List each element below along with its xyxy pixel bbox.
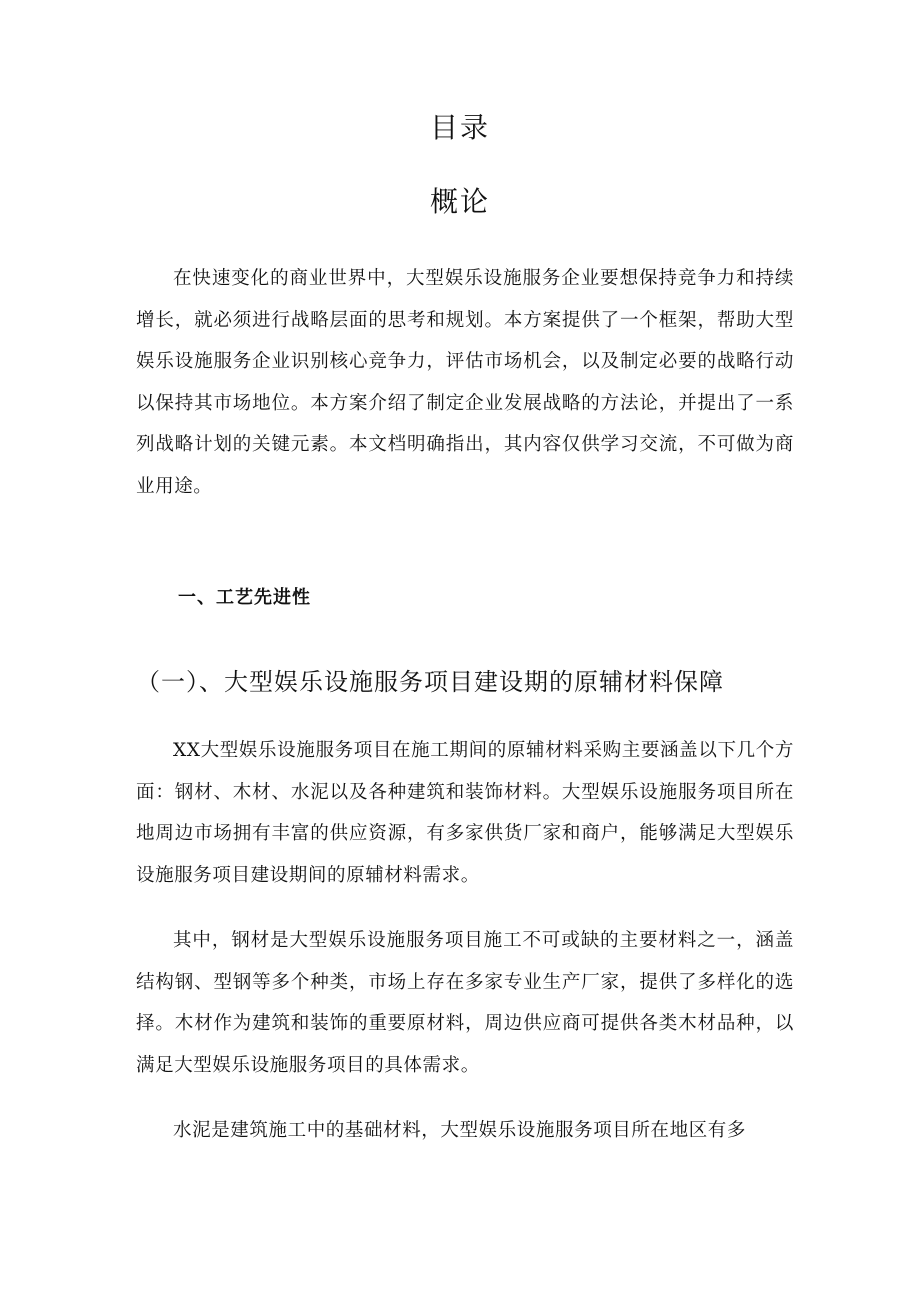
- overview-title: 概论: [429, 185, 490, 218]
- subsection-heading: （一）、大型娱乐设施服务项目建设期的原辅材料保障: [136, 668, 724, 696]
- body-paragraph-3: 水泥是建筑施工中的基础材料，大型娱乐设施服务项目所在地区有多: [173, 1120, 747, 1141]
- body-paragraph-1: XX大型娱乐设施服务项目在施工期间的原辅材料采购主要涵盖以下几个方面：钢材、木材、水泥以及各种建筑和装饰材料。大型娱乐设施服务项目所在地周边市场拥有丰富的供应资源，有多家供货厂家和商户，能够满足大型娱乐设施服务项目建设期间的原辅材料需求。: [136, 740, 794, 886]
- toc-title: 目录: [429, 111, 490, 144]
- section-heading: 一、工艺先进性: [178, 587, 311, 608]
- body-paragraph-2: 其中，钢材是大型娱乐设施服务项目施工不可或缺的主要材料之一，涵盖结构钢、型钢等多个种类，市场上存在多家专业生产厂家，提供了多样化的选择。木材作为建筑和装饰的重要原材料，周边供应商可提供各类木材品种，以满足大型娱乐设施服务项目的具体需求。: [136, 930, 794, 1076]
- intro-paragraph: 在快速变化的商业世界中，大型娱乐设施服务企业要想保持竞争力和持续增长，就必须进行战略层面的思考和规划。本方案提供了一个框架，帮助大型娱乐设施服务企业识别核心竞争力，评估市场机会，以及制定必要的战略行动以保持其市场地位。本方案介绍了制定企业发展战略的方法论，并提出了一系列战略计划的关键元素。本文档明确指出，其内容仅供学习交流，不可做为商业用途。: [136, 268, 794, 497]
